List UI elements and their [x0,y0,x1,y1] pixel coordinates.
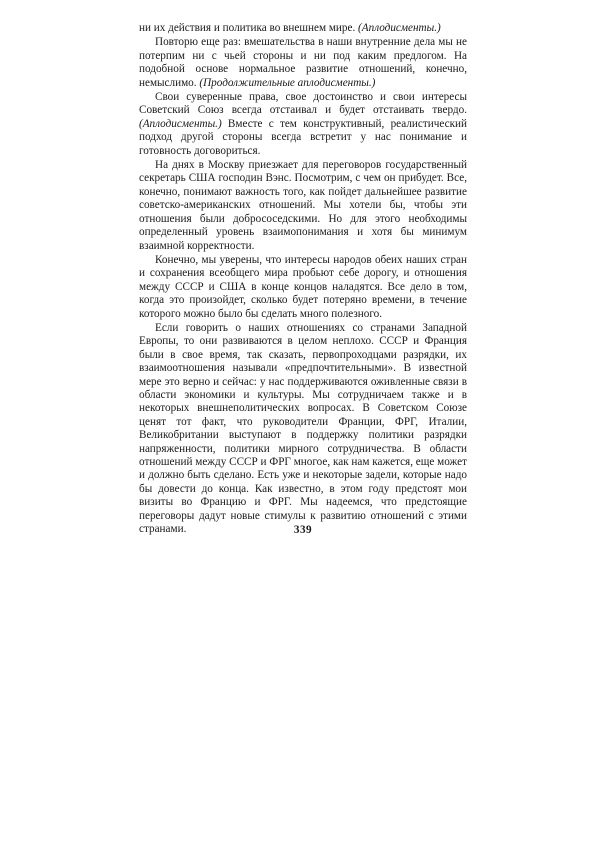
paragraph-5 [139,254,467,321]
paragraph-3-run-1: Свои суверенные права, свое достоинство и свои интересы Советский Союз всегда отстаивал и будет отстаивать твердо. [139,91,467,117]
paragraph-4-run-1: На днях в Москву приезжает для переговоров государственный секретарь США господин Вэнс. Посмотрим, с чем он прибудет. Все, конечно, понимают важность того, как пойдет дальнейшее развитие советско-американских отношений. Мы хотели бы, чтобы эти отношения были добрососедскими. Но для этого необходимы определенный уровень взаимопонимания и хотя бы минимум взаимной корректности. [139,159,467,252]
page-body [139,22,467,536]
paragraph-1-run-1: ни их действия и политика во внешнем мире. [139,22,359,34]
paragraph-6-run-1: Если говорить о наших отношениях со странами Западной Европы, то они развиваются в целом неплохо. СССР и Франция были в свое время, так сказать, первопроходцами разрядки, их взаимоотношения называли «предпочтительными». В известной мере это верно и сейчас: у нас поддерживаются оживленные связи в области экономики и культуры. Мы сотрудничаем также и в некоторых внешнеполитических вопросах. В Советском Союзе ценят тот факт, что руководители Франции, ФРГ, Италии, Великобритании выступают в поддержку политики разрядки напряженности, политики мирного сотрудничества. В области отношений между СССР и ФРГ многое, как нам кажется, еще может и должно быть сделано. Есть уже и некоторые задели, которые надо бы довести до конца. Как известно, в этом году предстоят мои визиты во Францию и ФРГ. Мы надеемся, что предстоящие переговоры дадут новые стимулы к развитию отношений с этими странами. [139,321,467,536]
paragraph-5-run-1: Конечно, мы уверены, что интересы народов обеих наших стран и сохранения всеобщего мира пробьют себе дорогу, и отношения между СССР и США в конце концов наладятся. Все дело в том, когда это произойдет, сколько будет потеряно времени, в течение которого можно было бы сделать много полезного. [139,253,467,320]
paragraph-2 [139,36,467,90]
paragraph-4 [139,159,467,253]
paragraph-3-applause: (Аплодисменты.) [139,117,222,130]
paragraph-6 [139,322,467,537]
paragraph-2-run-1: Повторю еще раз: вмешательства в наши внутренние дела мы не потерпим ни с чьей стороны и ни под каким предлогом. На подобной основе нормальное развитие отношений, конечно, немыслимо. [139,36,467,89]
paragraph-3 [139,91,467,158]
paragraph-1 [139,22,467,35]
paragraph-3-run-3: Вместе с тем конструктивный, реалистический подход другой стороны всегда встретит у нас понимание и готовность договориться. [139,117,467,157]
page-number: 339 [293,524,313,536]
paragraph-1-applause: (Аплодисменты.) [358,22,441,34]
paragraph-2-applause: (Продолжительные аплодисменты.) [199,76,376,89]
